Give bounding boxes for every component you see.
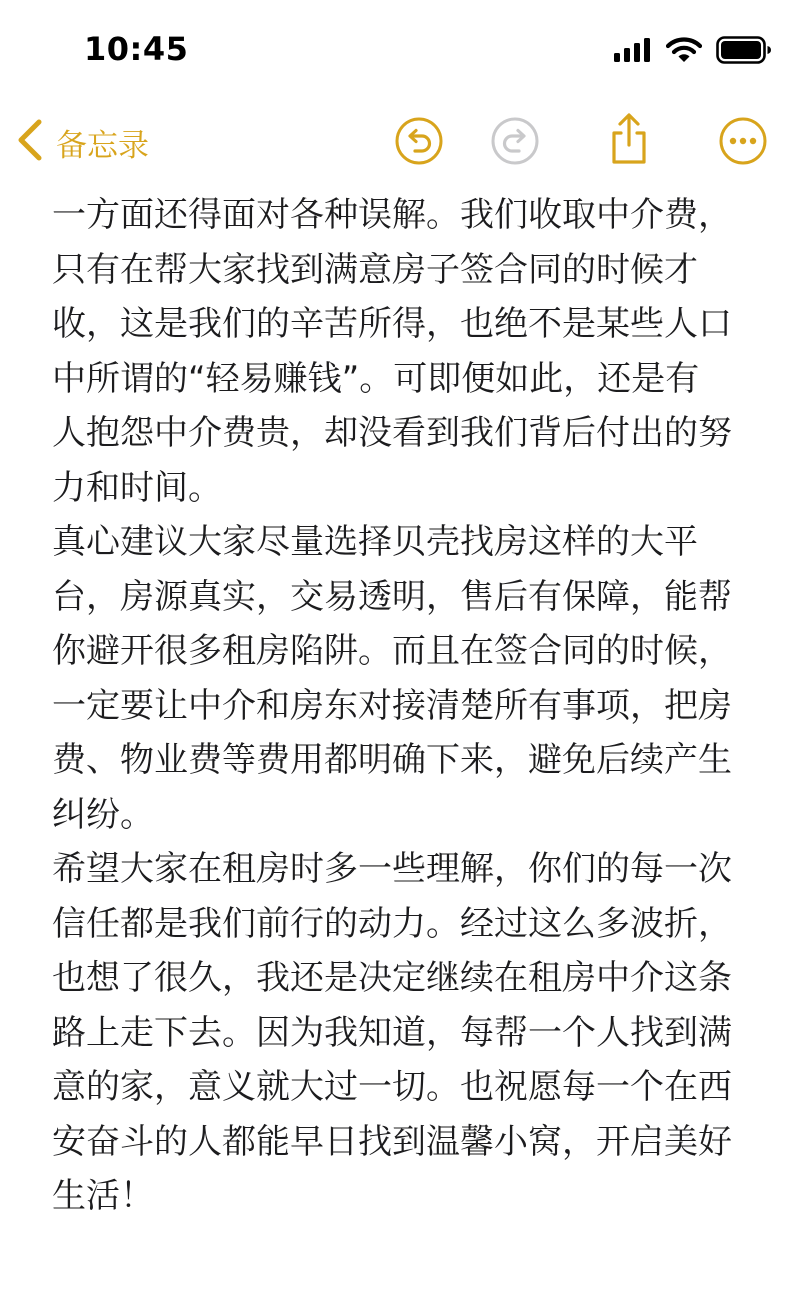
wifi-icon [666,37,702,67]
chevron-left-icon [14,118,46,166]
note-paragraph: 一方面还得面对各种误解。我们收取中介费， 只有在帮大家找到满意房子签合同的时候才 收，这是我们的辛苦所得，也绝不是某些人口 中所谓的“轻易赚钱”。可即便如此，还是有 人抱怨中介费贵，却没看到我们背后付出的努 力和时间。 [52,195,732,508]
cellular-signal-icon [614,38,652,66]
status-time: 10:45 [84,30,189,68]
status-icons [614,36,772,68]
more-icon[interactable] [718,116,768,166]
note-paragraph: 真心建议大家尽量选择贝壳找房这样的大平 台，房源真实，交易透明，售后有保障，能帮 你避开很多租房陷阱。而且在签合同的时候， 一定要让中介和房东对接清楚所有事项，把房 费、物业费等费用都明确下来，避免后续产生 纠纷。 [52,522,732,835]
share-icon[interactable] [604,112,654,162]
redo-icon[interactable] [490,116,540,166]
back-button-label: 备忘录 [56,127,149,164]
bottom-edge [0,1301,800,1307]
note-body[interactable] [52,188,764,1224]
battery-icon [716,36,772,68]
note-paragraph: 希望大家在租房时多一些理解，你们的每一次 信任都是我们前行的动力。经过这么多波折， 也想了很久，我还是决定继续在租房中介这条 路上走下去。因为我知道，每帮一个人找到满 意的家，意义就大过一切。也祝愿每一个在西 安奋斗的人都能早日找到温馨小窝，开启美好 生活！ [52,849,732,1216]
undo-icon[interactable] [394,116,444,166]
top-bar [0,0,800,185]
back-button[interactable] [14,118,149,166]
